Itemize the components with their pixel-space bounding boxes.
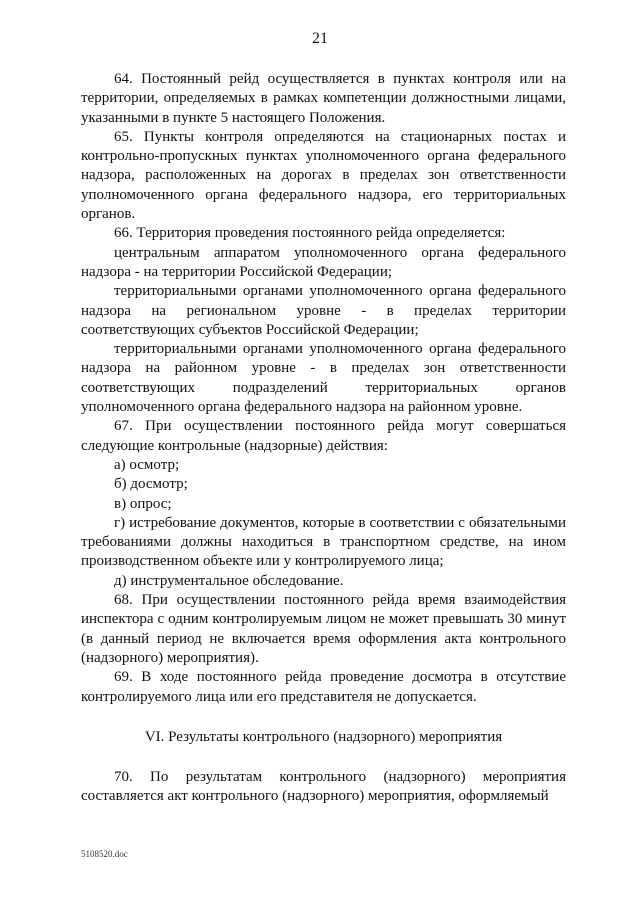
list-item-g: г) истребование документов, которые в соответствии с обязательными требованиями должны находиться в транспортном средстве, на ином производственном объекте или у контролируемого лица;: [81, 514, 566, 570]
list-item-a: а) осмотр;: [114, 456, 180, 473]
document-body: [81, 70, 566, 807]
section-heading: VI. Результаты контрольного (надзорного) мероприятия: [144, 728, 503, 745]
paragraph-66: 66. Территория проведения постоянного рейда определяется:: [114, 225, 506, 242]
list-item-d: д) инструментальное обследование.: [114, 572, 344, 589]
paragraph-67: 67. При осуществлении постоянного рейда могут совершаться следующие контрольные (надзорные) действия:: [81, 418, 566, 454]
paragraph-66-central: центральным аппаратом уполномоченного органа федерального надзора - на территории Российской Федерации;: [81, 244, 566, 280]
paragraph-66-regional: территориальными органами уполномоченного органа федерального надзора на региональном уровне - в пределах территории соответствующих субъектов Российской Федерации;: [81, 283, 566, 338]
paragraph-68: 68. При осуществлении постоянного рейда время взаимодействия инспектора с одним контролируемым лицом не может превышать 30 минут (в данный период не включается время оформления акта контрольного (надзорного) мероприятия).: [81, 592, 566, 666]
list-item-v: в) опрос;: [114, 495, 172, 512]
paragraph-70: 70. По результатам контрольного (надзорного) мероприятия составляется акт контрольного (надзорного) мероприятия, оформляемый: [81, 769, 566, 805]
paragraph-64: 64. Постоянный рейд осуществляется в пунктах контроля или на территории, определяемых в рамках компетенции должностными лицами, указанными в пункте 5 настоящего Положения.: [81, 71, 566, 126]
page-number: 21: [312, 30, 328, 47]
paragraph-69: 69. В ходе постоянного рейда проведение досмотра в отсутствие контролируемого лица или его представителя не допускается.: [81, 669, 566, 705]
paragraph-66-district: территориальными органами уполномоченного органа федерального надзора на районном уровне - в пределах зон ответственности соответствующих подразделений территориальных органов уполномоченного органа федерального надзора на районном уровне.: [81, 341, 566, 416]
paragraph-65: 65. Пункты контроля определяются на стационарных постах и контрольно-пропускных пунктах уполномоченного органа федерального надзора, расположенных на дорогах в пределах зон ответственности уполномоченного органа федерального надзора, его территориальных органов.: [81, 128, 566, 223]
file-name-footer: 5108520.doc: [81, 849, 128, 859]
list-item-b: б) досмотр;: [114, 476, 188, 493]
